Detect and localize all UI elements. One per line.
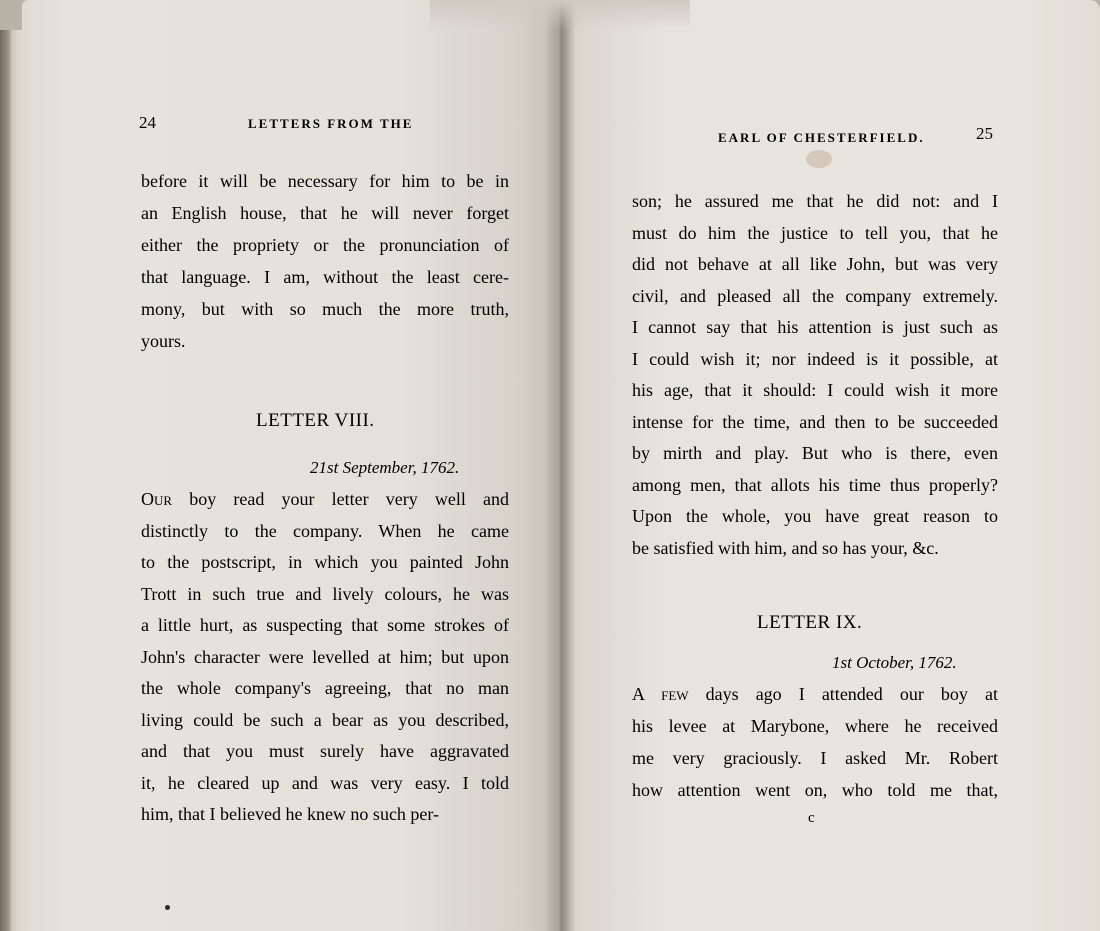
letter-viii-date: 21st September, 1762. <box>310 458 460 477</box>
text-line: either the propriety or the pronunciation of <box>141 235 509 255</box>
ink-spot <box>165 905 170 910</box>
text-line: I could wish it; nor indeed is it possible, at <box>632 348 998 369</box>
text-line: among men, that allots his time thus properly? <box>632 474 998 495</box>
text-line: intense for the time, and then to be succeeded <box>632 411 998 432</box>
page-top-shadow <box>430 0 690 30</box>
text-line: the whole company's agreeing, that no man <box>141 678 509 698</box>
text-line: him, that I believed he knew no such per- <box>141 804 440 824</box>
text-line: his age, that it should: I could wish it more <box>632 380 998 400</box>
text-line: an English house, that he will never forget <box>141 203 509 223</box>
foxing-stain <box>806 150 832 168</box>
text-line: and that you must surely have aggravated <box>141 741 509 761</box>
text-line: son; he assured me that he did not: and I <box>632 191 998 211</box>
text-line: Trott in such true and lively colours, he was <box>141 583 509 604</box>
text-line: A few days ago I attended our boy at <box>632 684 998 704</box>
text-line: me very graciously. I asked Mr. Robert <box>632 748 998 768</box>
letter-viii-heading: LETTER VIII. <box>256 410 375 431</box>
text-line: distinctly to the company. When he came <box>141 520 509 541</box>
left-page-number: 24 <box>139 113 156 132</box>
text-line: before it will be necessary for him to be in <box>141 171 509 191</box>
text-line: to the postscript, in which you painted John <box>141 552 509 572</box>
text-line: a little hurt, as suspecting that some strokes of <box>141 615 509 635</box>
text-line: living could be such a bear as you described, <box>141 709 509 730</box>
text-line: his levee at Marybone, where he received <box>632 716 998 736</box>
text-line: by mirth and play. But who is there, even <box>632 443 998 463</box>
text-line: civil, and pleased all the company extremely. <box>632 285 998 306</box>
signature-mark: c <box>808 810 815 826</box>
text-line: I cannot say that his attention is just such as <box>632 317 998 337</box>
text-line: be satisfied with him, and so has your, &c. <box>632 537 939 558</box>
right-page-number: 25 <box>976 124 993 143</box>
text-line: Our boy read your letter very well and <box>141 489 509 509</box>
book-gutter <box>545 0 575 931</box>
text-line: did not behave at all like John, but was very <box>632 254 998 274</box>
left-running-head: LETTERS FROM THE <box>248 116 414 131</box>
text-line: that language. I am, without the least cere- <box>141 267 509 287</box>
text-line: how attention went on, who told me that, <box>632 780 998 800</box>
letter-ix-heading: LETTER IX. <box>757 612 863 633</box>
letter-ix-date: 1st October, 1762. <box>832 653 957 672</box>
text-line: mony, but with so much the more truth, <box>141 299 509 319</box>
text-line: must do him the justice to tell you, that he <box>632 222 998 243</box>
text-line: yours. <box>141 331 186 351</box>
text-line: Upon the whole, you have great reason to <box>632 506 998 526</box>
text-line: it, he cleared up and was very easy. I told <box>141 772 509 793</box>
right-running-head: EARL OF CHESTERFIELD. <box>718 130 925 145</box>
text-line: John's character were levelled at him; but upon <box>141 646 509 667</box>
